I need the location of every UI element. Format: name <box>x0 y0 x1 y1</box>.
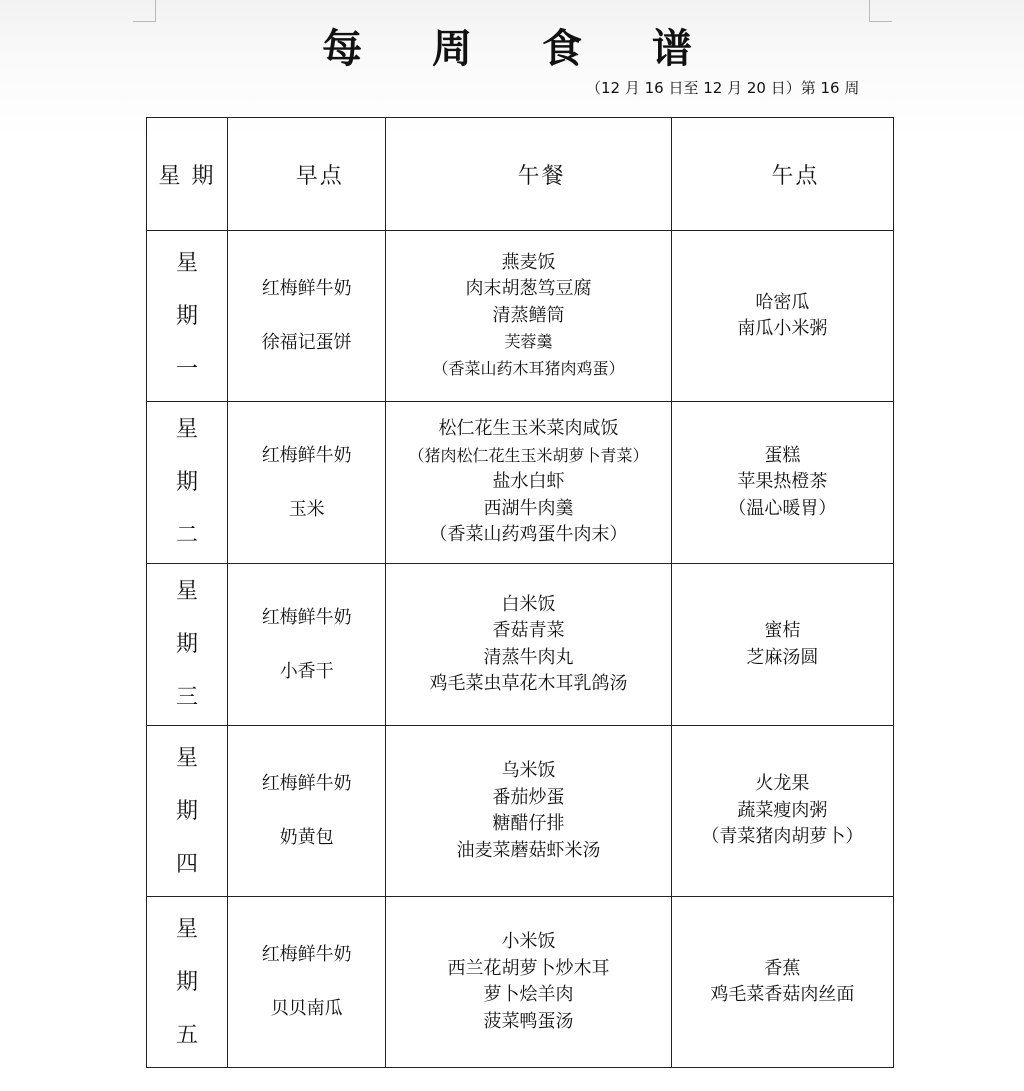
lunch-cell <box>386 726 671 897</box>
breakfast-item: 红梅鲜牛奶 <box>261 606 352 628</box>
breakfast-cell <box>228 564 386 726</box>
snack-item: 蔬菜瘦肉粥 <box>737 799 828 821</box>
lunch-item: 清蒸牛肉丸 <box>483 646 574 668</box>
table-row-wednesday <box>147 564 894 726</box>
page-corner-mark-right <box>869 0 892 22</box>
day-char: 星 <box>176 250 199 276</box>
day-char: 期 <box>176 632 199 657</box>
lunch-item: 西湖牛肉羹 <box>483 497 574 519</box>
breakfast-item: 红梅鲜牛奶 <box>261 773 352 794</box>
lunch-item: 肉末胡葱笃豆腐 <box>465 278 592 300</box>
snack-item: 火龙果 <box>755 773 810 795</box>
table-row-thursday <box>147 726 894 897</box>
header-breakfast: 早点 <box>228 118 386 231</box>
day-char: 期 <box>176 798 199 824</box>
breakfast-item: 玉米 <box>288 498 325 520</box>
breakfast-cell <box>228 726 386 897</box>
lunch-item-note: （香菜山药木耳猪肉鸡蛋） <box>432 358 625 378</box>
lunch-item: 鸡毛菜虫草花木耳乳鸽汤 <box>429 673 628 694</box>
day-char: 五 <box>176 1022 199 1048</box>
lunch-cell <box>386 564 671 726</box>
lunch-item: 乌米饭 <box>501 760 556 781</box>
day-char: 星 <box>176 745 199 771</box>
day-char: 一 <box>176 356 199 382</box>
breakfast-item: 红梅鲜牛奶 <box>261 944 352 965</box>
breakfast-item: 红梅鲜牛奶 <box>261 444 352 466</box>
lunch-item: 西兰花胡萝卜炒木耳 <box>447 957 610 979</box>
lunch-item: 盐水白虾 <box>492 471 565 493</box>
lunch-item: 油麦菜蘑菇虾米汤 <box>456 839 601 861</box>
week-date-range: （12 月 16 日至 12 月 20 日）第 16 周 <box>586 79 860 97</box>
snack-item: 芝麻汤圆 <box>746 646 819 668</box>
snack-item: 南瓜小米粥 <box>737 318 828 339</box>
day-char: 星 <box>176 579 199 604</box>
table-row-monday <box>147 231 894 402</box>
lunch-item: 白米饭 <box>501 593 556 615</box>
day-char: 星 <box>176 916 199 942</box>
breakfast-item: 红梅鲜牛奶 <box>261 278 352 299</box>
header-lunch: 午餐 <box>386 118 671 231</box>
menu-title: 每 周 食 谱 <box>322 26 720 72</box>
day-cell <box>147 231 228 402</box>
day-char: 三 <box>176 685 199 710</box>
lunch-item: 萝卜烩羊肉 <box>483 984 574 1005</box>
lunch-item: 松仁花生玉米菜肉咸饭 <box>438 418 619 440</box>
lunch-cell <box>386 231 671 402</box>
snack-cell <box>671 897 893 1068</box>
lunch-item-note: （猪肉松仁花生玉米胡萝卜青菜） <box>408 445 649 465</box>
page-corner-mark-left <box>133 0 156 22</box>
snack-item: 鸡毛菜香菇肉丝面 <box>710 984 855 1005</box>
day-cell <box>147 897 228 1068</box>
breakfast-item: 贝贝南瓜 <box>270 998 343 1019</box>
weekly-menu-table <box>146 117 894 1068</box>
day-char: 期 <box>176 470 199 495</box>
lunch-item: 小米饭 <box>501 931 556 952</box>
breakfast-item: 徐福记蛋饼 <box>261 332 352 353</box>
breakfast-cell <box>228 402 386 564</box>
lunch-item: 燕麦饭 <box>501 251 556 273</box>
breakfast-item: 小香干 <box>279 660 334 682</box>
breakfast-item: 奶黄包 <box>279 827 334 848</box>
snack-item: 蛋糕 <box>764 444 801 466</box>
day-char: 四 <box>176 851 199 877</box>
lunch-item: 菠菜鸭蛋汤 <box>483 1010 574 1032</box>
snack-item: 苹果热橙茶 <box>737 471 828 493</box>
lunch-item: 香菇青菜 <box>492 620 565 641</box>
lunch-cell <box>386 897 671 1068</box>
day-cell <box>147 402 228 564</box>
snack-cell <box>671 726 893 897</box>
lunch-item: 糖醋仔排 <box>492 813 565 834</box>
snack-item-note: （温心暖胃） <box>728 497 837 519</box>
snack-cell <box>671 231 893 402</box>
lunch-item: 番茄炒蛋 <box>492 786 565 808</box>
snack-item: 哈密瓜 <box>755 291 810 313</box>
day-cell <box>147 726 228 897</box>
lunch-cell <box>386 402 671 564</box>
day-char: 二 <box>176 523 199 548</box>
breakfast-cell <box>228 231 386 402</box>
table-row-tuesday <box>147 402 894 564</box>
lunch-item: 清蒸鳝筒 <box>492 304 565 326</box>
header-day: 星 期 <box>147 118 228 231</box>
snack-item-note: （青菜猪肉胡萝卜） <box>701 826 864 848</box>
day-char: 期 <box>176 303 199 329</box>
snack-cell <box>671 564 893 726</box>
breakfast-cell <box>228 897 386 1068</box>
table-row-friday <box>147 897 894 1068</box>
day-char: 星 <box>176 417 199 442</box>
snack-item: 蜜桔 <box>764 620 801 641</box>
table-header-row <box>147 118 894 231</box>
day-char: 期 <box>176 969 199 995</box>
lunch-item: 芙蓉羹 <box>504 332 553 352</box>
header-snack: 午点 <box>671 118 893 231</box>
snack-cell <box>671 402 893 564</box>
snack-item: 香蕉 <box>764 957 801 979</box>
day-cell <box>147 564 228 726</box>
lunch-item-note: （香菜山药鸡蛋牛肉末） <box>429 524 628 546</box>
